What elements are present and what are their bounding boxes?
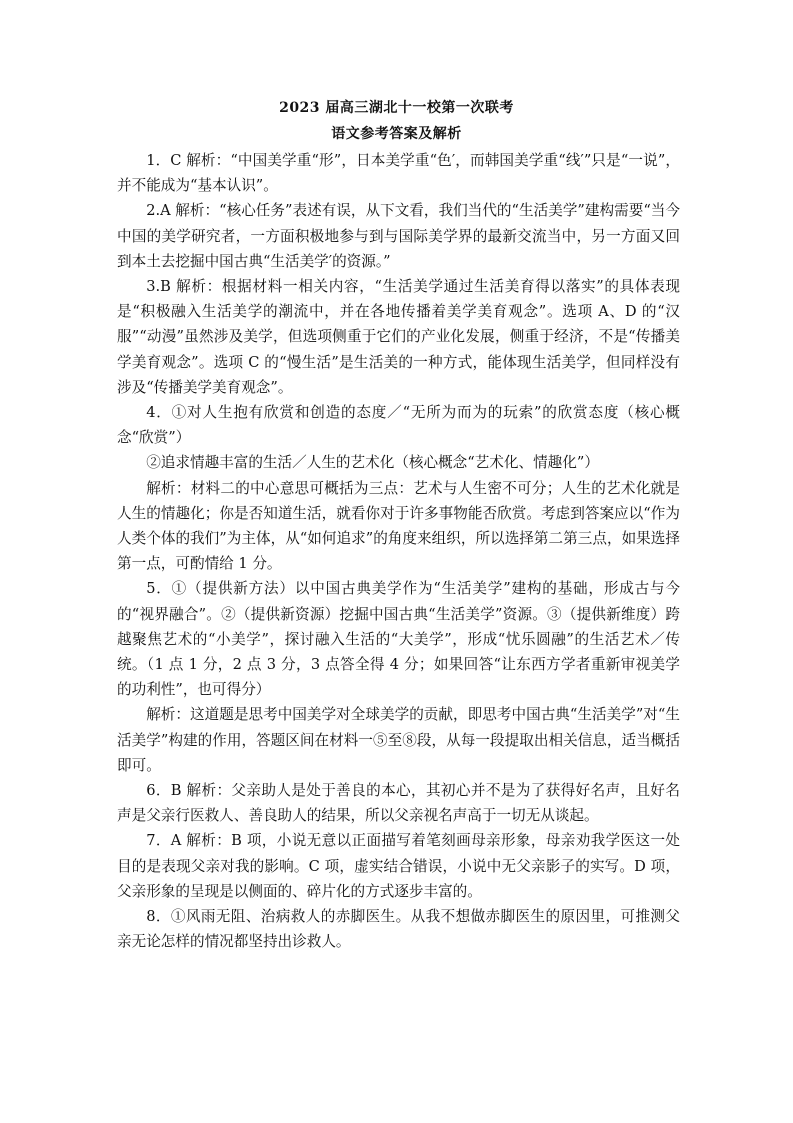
answer-3: 3.B 解析：根据材料一相关内容，“生活美学通过生活美育得以落实”的具体表现是“积极融入生活美学的潮流中，并在各地传播着美学美育观念”。选项 A、D 的“汉服”“动漫”虽然涉及美学，但选项侧重于它们的产业化发展，侧重于经济，不是“传播美学美育观念”。选项 C 的“慢生活”是生活美的一种方式，能体现生活美学，但同样没有涉及“传播美学美育观念”。 (117, 278, 680, 396)
answer-5: 5．①（提供新方法）以中国古典美学作为“生活美学”建构的基础，形成古与今的“视界融合”。②（提供新资源）挖掘中国古典“生活美学”资源。③（提供新维度）跨越聚焦艺术的“小美学”，探讨融入生活的“大美学”，形成“忧乐圆融”的生活艺术／传统。（1 点 1 分，2 点 3 分，3 点答全得 4 分；如果回答“让东西方学者重新审视美学的功利性”，也可得分） (117, 580, 680, 699)
answer-4-analysis: 解析：材料二的中心意思可概括为三点：艺术与人生密不可分；人生的艺术化就是人生的情趣化；你是否知道生活，就看你对于许多事物能否欣赏。考虑到答案应以“作为人类个体的我们”为主体，从“如何追求”的角度来组织，所以选择第二第三点，如果选择第一点，可酌情给 1 分。 (117, 479, 680, 573)
answer-7: 7．A 解析：B 项，小说无意以正面描写着笔刻画母亲形象，母亲劝我学医这一处目的是表现父亲对我的影响。C 项，虚实结合错误，小说中无父亲影子的实写。D 项，父亲形象的呈现是以侧面的、碎片化的方式逐步丰富的。 (117, 832, 680, 900)
document-title: 2023 届高三湖北十一校第一次联考 (279, 100, 514, 116)
answer-4-point-1: 4．①对人生抱有欣赏和创造的态度／“无所为而为的玩索”的欣赏态度（核心概念“欣赏”） (117, 404, 680, 447)
answer-1: 1．C 解析：“中国美学重“形”，日本美学重“色′，而韩国美学重“线′”只是“一说”，并不能成为“基本认识”。 (117, 152, 680, 195)
document-subtitle: 语文参考答案及解析 (331, 126, 462, 142)
answer-4-point-2: ②追求情趣丰富的生活／人生的艺术化（核心概念“艺术化、情趣化”） (146, 454, 599, 472)
answer-6: 6．B 解析：父亲助人是处于善良的本心，其初心并不是为了获得好名声，且好名声是父亲行医救人、善良助人的结果，所以父亲视名声高于一切无从谈起。 (117, 782, 680, 825)
answer-2: 2.A 解析：“核心任务”表述有误，从下文看，我们当代的“生活美学”建构需要“当今中国的美学研究者，一方面积极地参与到与国际美学界的最新交流当中，另一方面又回到本土去挖掘中国古典“生活美学′的资源。” (117, 202, 680, 270)
answer-body (117, 148, 680, 955)
answer-5-analysis: 解析：这道题是思考中国美学对全球美学的贡献，即思考中国古典“生活美学”对“生活美学”构建的作用，答题区间在材料一⑤至⑧段，从每一段提取出相关信息，适当概括即可。 (117, 706, 680, 774)
answer-8: 8．①风雨无阻、治病救人的赤脚医生。从我不想做赤脚医生的原因里，可推测父亲无论怎样的情况都坚持出诊救人。 (117, 908, 680, 951)
